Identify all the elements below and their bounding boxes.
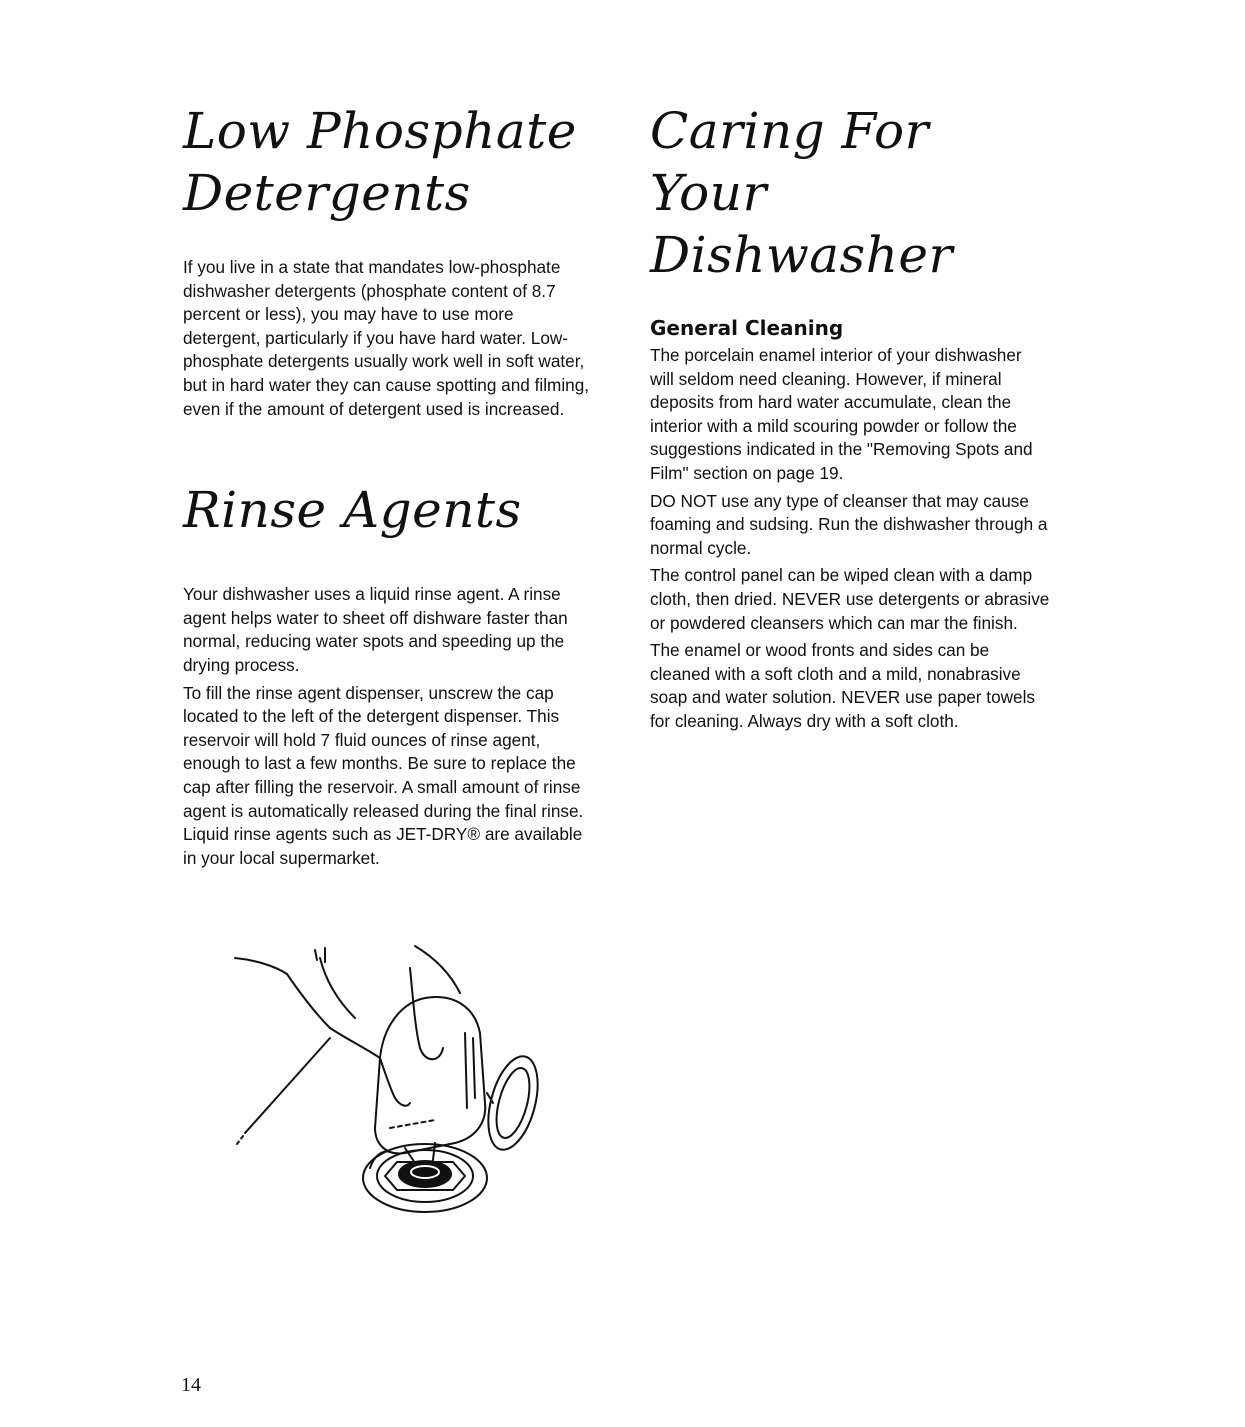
cleaning-paragraph: DO NOT use any type of cleanser that may cause foaming and sudsing. Run the dishwasher through a normal cycle. <box>650 490 1048 558</box>
hand-back-outline <box>415 946 460 993</box>
low-phosphate-title <box>183 100 593 224</box>
arm-outline-upper <box>320 958 355 1018</box>
finger-outline <box>380 1058 410 1106</box>
cleaning-paragraph: The enamel or wood fronts and sides can be cleaned with a soft cloth and a mild, nonabrasive soap and water solution. NEVER use paper towels for cleaning. Always dry with a soft cloth. <box>650 640 1036 731</box>
rinse-paragraph: To fill the rinse agent dispenser, unscrew the cap located to the left of the detergent dispenser. This reservoir will hold 7 fluid ounces of rinse agent, enough to last a few months. Be sure to replace the cap after filling the reservoir. A small amount of rinse agent is automatically released during the final rinse. Liquid rinse agents such as JET-DRY® are available in your local supermarket. <box>183 682 584 868</box>
dispenser-cap-inner <box>490 1065 536 1142</box>
bottle-highlight <box>465 1033 467 1108</box>
cleaning-paragraph: The porcelain enamel interior of your dishwasher will seldom need cleaning. However, if mineral deposits from hard water accumulate, clean the interior with a mild scouring powder or follow the suggestions indicated in the "Removing Spots and Film" section on page 19. <box>650 345 1033 483</box>
bottle-highlight <box>473 1038 475 1098</box>
sleeve-mark <box>315 950 317 960</box>
rinse-agents-title: Rinse Agents <box>183 481 522 540</box>
general-cleaning-heading: General Cleaning <box>650 316 844 340</box>
rinse-agents-body <box>183 583 593 870</box>
leader-line <box>235 958 287 974</box>
caring-title-line2: Dishwasher <box>650 226 953 284</box>
right-column <box>650 100 1050 738</box>
cleaning-paragraph: The control panel can be wiped clean with a damp cloth, then dried. NEVER use detergents or abrasive or powdered cleansers which can mar the finish. <box>650 565 1050 633</box>
low-phosphate-body: If you live in a state that mandates low-phosphate dishwasher detergents (phosphate content of 8.7 percent or less), you may have to use more detergent, particularly if you have hard water. Low-phosphate detergents usually work well in soft water, but in hard water they can cause spotting and filming, even if the amount of detergent used is increased. <box>183 257 590 419</box>
door-edge-line <box>245 1038 330 1133</box>
finger-outline <box>410 968 443 1059</box>
caring-title-line1: Caring For Your <box>650 102 930 222</box>
dispenser-opening <box>399 1161 451 1187</box>
rinse-paragraph: Your dishwasher uses a liquid rinse agent. A rinse agent helps water to sheet off dishware faster than normal, reducing water spots and speeding up the drying process. <box>183 584 568 675</box>
page-number: 14 <box>181 1374 201 1396</box>
dispenser-cap <box>479 1051 546 1155</box>
bottle-seam <box>390 1120 435 1128</box>
caring-title <box>650 100 1050 286</box>
rinse-agent-filling-illustration <box>225 938 555 1228</box>
arm-outline <box>287 974 380 1058</box>
low-phosphate-title-line1: Low Phosphate <box>183 102 577 160</box>
bottle-body <box>375 997 485 1153</box>
door-edge-dash <box>237 1136 243 1144</box>
left-column <box>183 100 593 874</box>
low-phosphate-title-line2: Detergents <box>183 164 471 222</box>
